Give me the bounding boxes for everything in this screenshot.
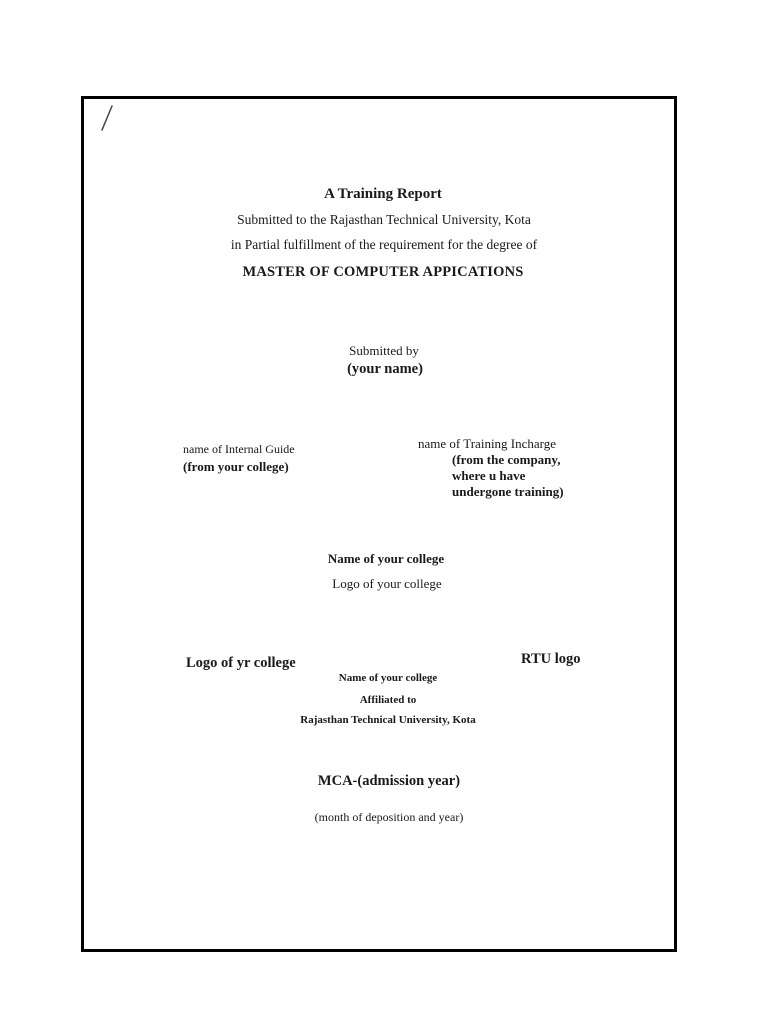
affiliation-university: Rajasthan Technical University, Kota	[300, 714, 476, 726]
rtu-logo: RTU logo	[521, 651, 581, 667]
training-incharge-name: name of Training Incharge	[418, 436, 557, 451]
internal-guide-source: (from your college)	[183, 459, 289, 474]
submitted-to-line: Submitted to the Rajasthan Technical University, Kota	[237, 212, 531, 227]
college-logo-placeholder: Logo of your college	[332, 576, 442, 591]
training-incharge-line-2: (from the company,	[452, 452, 561, 467]
deposition-date: (month of deposition and year)	[314, 810, 464, 824]
internal-guide-block	[183, 441, 295, 475]
student-name: (your name)	[347, 361, 423, 377]
fulfillment-line: in Partial fulfillment of the requirement for the degree of	[230, 237, 538, 252]
college-name: Name of your college	[327, 551, 445, 566]
training-incharge-line-4: undergone training)	[452, 484, 564, 499]
college-logo-left: Logo of yr college	[186, 655, 296, 671]
training-incharge-line-3: where u have	[452, 468, 526, 483]
internal-guide-name: name of Internal Guide	[183, 442, 295, 456]
training-incharge-block	[418, 436, 564, 500]
program-year: MCA-(admission year)	[317, 773, 461, 789]
degree-name: MASTER OF COMPUTER APPICATIONS	[242, 264, 524, 280]
report-title: A Training Report	[324, 186, 442, 202]
affiliation-label: Affiliated to	[359, 694, 417, 706]
scan-slash-mark	[100, 104, 114, 132]
submitted-by-label: Submitted by	[349, 343, 419, 358]
affiliation-college: Name of your college	[338, 672, 438, 684]
